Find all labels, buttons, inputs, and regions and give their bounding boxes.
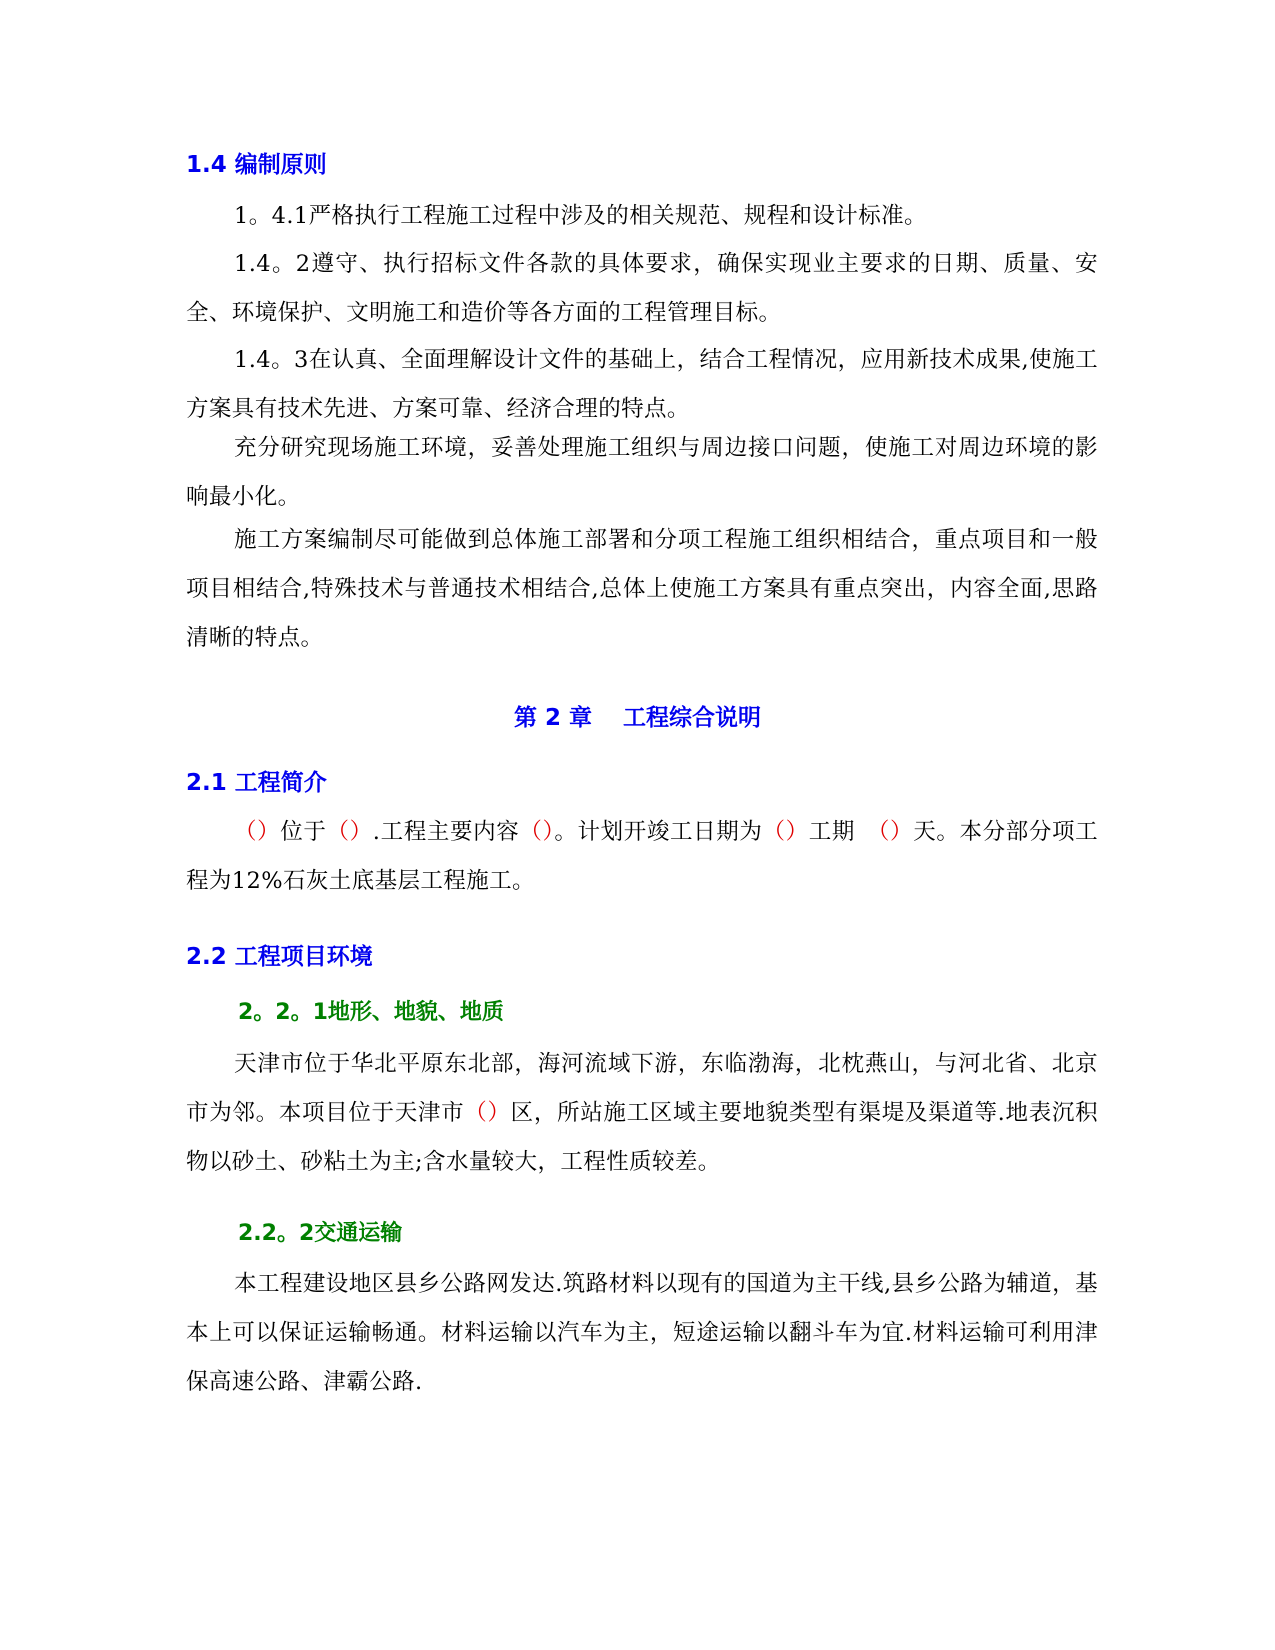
- paragraph-plan-principles: 施工方案编制尽可能做到总体施工部署和分项工程施工组织相结合，重点项目和一般项目相结合,特殊技术与普通技术相结合,总体上使施工方案具有重点突出，内容全面,思路清晰的特点。: [186, 527, 1098, 651]
- subsection-heading-2-2-2: 2.2。2交通运输: [238, 1221, 403, 1246]
- section-heading-2-1: [186, 764, 1098, 797]
- placeholder-brackets: （）: [234, 819, 281, 845]
- paragraph-environment: 充分研究现场施工环境，妥善处理施工组织与周边接口问题，使施工对周边环境的影响最小化。: [186, 435, 1098, 510]
- paragraph-1-4-2: 1.4。2遵守、执行招标文件各款的具体要求，确保实现业主要求的日期、质量、安全、环境保护、文明施工和造价等各方面的工程管理目标。: [186, 251, 1098, 326]
- paragraph-1-4-1: 1。4.1严格执行工程施工过程中涉及的相关规范、规程和设计标准。: [234, 203, 927, 229]
- overview-text: .工程主要内容: [372, 819, 520, 845]
- placeholder-brackets: （）: [762, 819, 809, 845]
- chapter-2-title: 第 2 章 工程综合说明: [513, 705, 762, 731]
- paragraph-terrain: [186, 1040, 1098, 1187]
- placeholder-brackets: （）: [464, 1100, 511, 1126]
- terrain-text: 区，所站施工区域主要地貌类型有渠堤及渠道等.地表沉积物以砂土、砂粘土为主;含水量较大，工程性质较差。: [186, 1100, 1098, 1175]
- placeholder-brackets: （）: [519, 819, 555, 845]
- paragraph-project-overview: [186, 808, 1098, 906]
- placeholder-brackets: （）: [326, 819, 373, 845]
- section-heading-2-1-text: 2.1 工程简介: [186, 770, 327, 796]
- placeholder-brackets: （）: [878, 819, 914, 845]
- overview-text: 天。本分部分项工程为12%石灰土底基层工程施工。: [186, 819, 1098, 894]
- terrain-text: 天津市位于华北平原东北部，海河流域下游，东临渤海，北枕燕山，与河北省、北京市为邻。本项目位于天津市: [186, 1051, 1098, 1126]
- overview-text: 工期: [808, 819, 879, 845]
- subsection-heading-2-2-1: 2。2。1地形、地貌、地质: [238, 1000, 504, 1025]
- section-heading-2-2: 2.2 工程项目环境: [186, 944, 373, 970]
- section-heading-1-4: 1.4 编制原则: [186, 152, 327, 178]
- overview-text: 。计划开竣工日期为: [554, 819, 763, 845]
- paragraph-1-4-3: 1.4。3在认真、全面理解设计文件的基础上，结合工程情况，应用新技术成果,使施工方案具有技术先进、方案可靠、经济合理的特点。: [186, 347, 1098, 422]
- overview-text: 位于: [280, 819, 327, 845]
- paragraph-transport: 本工程建设地区县乡公路网发达.筑路材料以现有的国道为主干线,县乡公路为辅道，基本上可以保证运输畅通。材料运输以汽车为主，短途运输以翻斗车为宜.材料运输可利用津保高速公路、津霸公路.: [186, 1271, 1098, 1395]
